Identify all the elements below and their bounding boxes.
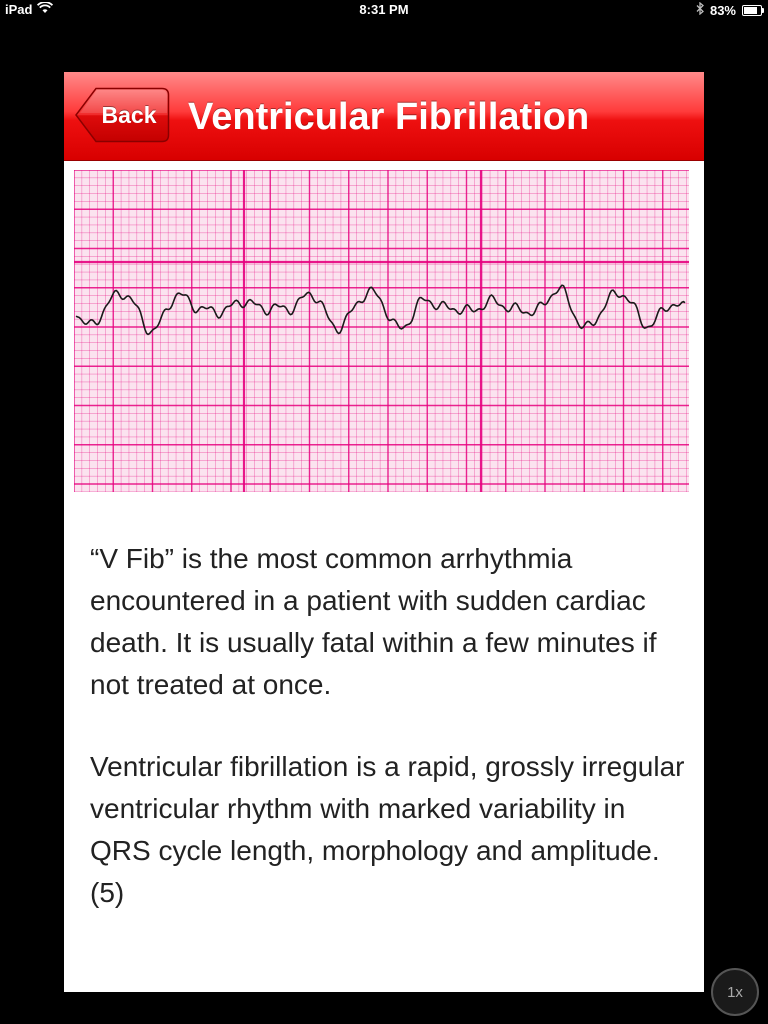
paragraph-description: Ventricular fibrillation is a rapid, grossly irregular ventricular rhythm with marked variability in QRS cycle length, morphology and amplitude. (5) xyxy=(90,751,685,908)
ecg-paper xyxy=(74,170,689,492)
ecg-strip-graphic xyxy=(74,170,689,492)
status-time: 8:31 PM xyxy=(359,2,409,17)
navigation-bar xyxy=(64,72,704,161)
zoom-toggle-button[interactable]: 1x xyxy=(711,968,759,1016)
status-right xyxy=(696,2,762,18)
back-button[interactable] xyxy=(74,87,170,143)
battery-icon xyxy=(742,5,762,16)
content-panel xyxy=(64,72,704,992)
paragraph-definition: “V Fib” is the most common arrhythmia encountered in a patient with sudden cardiac death. It is usually fatal within a few minutes if not treated at once. xyxy=(90,543,657,700)
battery-fill xyxy=(744,7,757,14)
status-bar xyxy=(0,0,768,20)
battery-percent: 83% xyxy=(709,2,736,18)
ecg-rhythm-strip-image xyxy=(74,170,689,492)
bluetooth-icon xyxy=(696,2,704,18)
description-text xyxy=(90,538,690,954)
page-title: Ventricular Fibrillation xyxy=(188,96,590,138)
device-name: iPad xyxy=(5,2,33,17)
back-button-label: Back xyxy=(101,101,157,128)
